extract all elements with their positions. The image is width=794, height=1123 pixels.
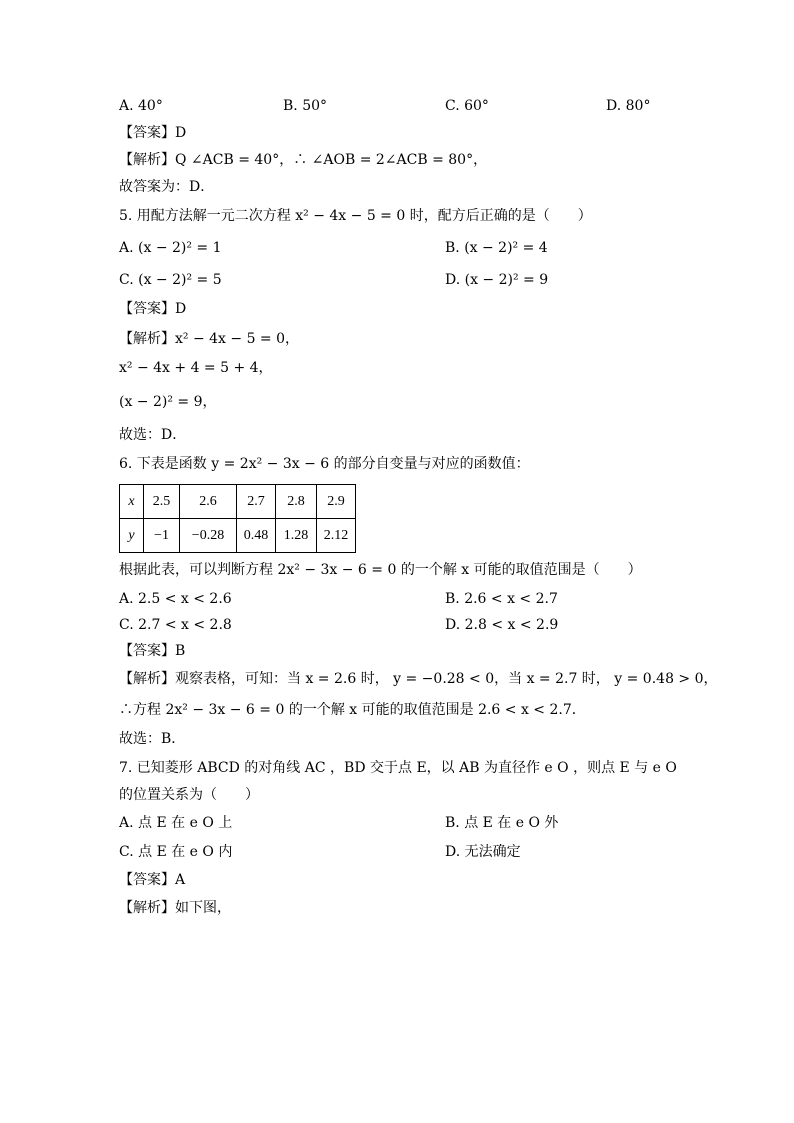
q5-analysis-line-3: (x − 2)² = 9， (119, 394, 217, 410)
q5-answer: 【答案】D (119, 301, 187, 317)
table-row (120, 519, 356, 553)
q6-value-table (119, 484, 356, 553)
q4-answer: 【答案】D (119, 125, 187, 141)
table-cell: 2.6 (180, 485, 237, 519)
q6-analysis-2: ∴方程 2x² − 3x − 6 = 0 的一个解 x 可能的取值范围是 2.6 < x < 2.7． (119, 702, 586, 718)
q4-option-a: A. 40° (119, 98, 163, 114)
q7-analysis: 【解析】如下图， (119, 900, 231, 916)
table-cell: 2.9 (317, 485, 356, 519)
q7-option-d: D. 无法确定 (445, 844, 521, 860)
q4-option-c: C. 60° (445, 98, 489, 114)
q6-option-b: B. 2.6 < x < 2.7 (445, 591, 558, 607)
q7-question: 7. 已知菱形 ABCD 的对角线 AC ，BD 交于点 E，以 AB 为直径作 e O ，则点 E 与 e O (119, 760, 677, 776)
q5-option-c: C. (x − 2)² = 5 (119, 272, 222, 288)
q6-conclusion: 故选：B． (119, 731, 186, 747)
q6-option-c: C. 2.7 < x < 2.8 (119, 617, 232, 633)
q4-conclusion: 故答案为：D． (119, 179, 215, 195)
table-cell: −1 (144, 519, 180, 553)
q6-question: 6. 下表是函数 y = 2x² − 3x − 6 的部分自变量与对应的函数值： (119, 456, 530, 472)
q5-option-b: B. (x − 2)² = 4 (445, 240, 548, 256)
q4-option-b: B. 50° (283, 98, 328, 114)
q7-option-a: A. 点 E 在 e O 上 (119, 815, 233, 831)
q5-option-a: A. (x − 2)² = 1 (119, 240, 222, 256)
q4-analysis: 【解析】Q ∠ACB = 40°，∴ ∠AOB = 2∠ACB = 80°， (119, 152, 488, 168)
q6-answer: 【答案】B (119, 643, 186, 659)
table-row (120, 485, 356, 519)
q6-analysis: 【解析】观察表格，可知：当 x = 2.6 时， y = −0.28 < 0，当 x = 2.7 时， y = 0.48 > 0， (119, 671, 718, 687)
q6-question-2: 根据此表，可以判断方程 2x² − 3x − 6 = 0 的一个解 x 可能的取值范围是（ ） (119, 562, 642, 578)
q5-option-d: D. (x − 2)² = 9 (445, 272, 549, 288)
table-cell: 2.5 (144, 485, 180, 519)
q7-answer: 【答案】A (119, 872, 186, 888)
q5-conclusion: 故选：D． (119, 427, 187, 443)
q5-analysis-line-2: x² − 4x + 4 = 5 + 4， (119, 360, 273, 376)
table-cell: −0.28 (180, 519, 237, 553)
q7-question-2: 的位置关系为（ ） (119, 787, 259, 803)
table-cell: 2.8 (276, 485, 317, 519)
table-cell: 2.12 (317, 519, 356, 553)
table-cell: 0.48 (237, 519, 276, 553)
table-cell: x (120, 485, 144, 519)
table-cell: 1.28 (276, 519, 317, 553)
q7-option-c: C. 点 E 在 e O 内 (119, 844, 233, 860)
q4-option-d: D. 80° (606, 98, 651, 114)
table-cell: 2.7 (237, 485, 276, 519)
q5-analysis-line-1: 【解析】x² − 4x − 5 = 0， (119, 331, 300, 347)
q7-option-b: B. 点 E 在 e O 外 (445, 815, 559, 831)
table-cell: y (120, 519, 144, 553)
q5-question: 5. 用配方法解一元二次方程 x² − 4x − 5 = 0 时，配方后正确的是（ ） (119, 208, 592, 224)
q6-option-a: A. 2.5 < x < 2.6 (119, 591, 232, 607)
q6-option-d: D. 2.8 < x < 2.9 (445, 617, 559, 633)
